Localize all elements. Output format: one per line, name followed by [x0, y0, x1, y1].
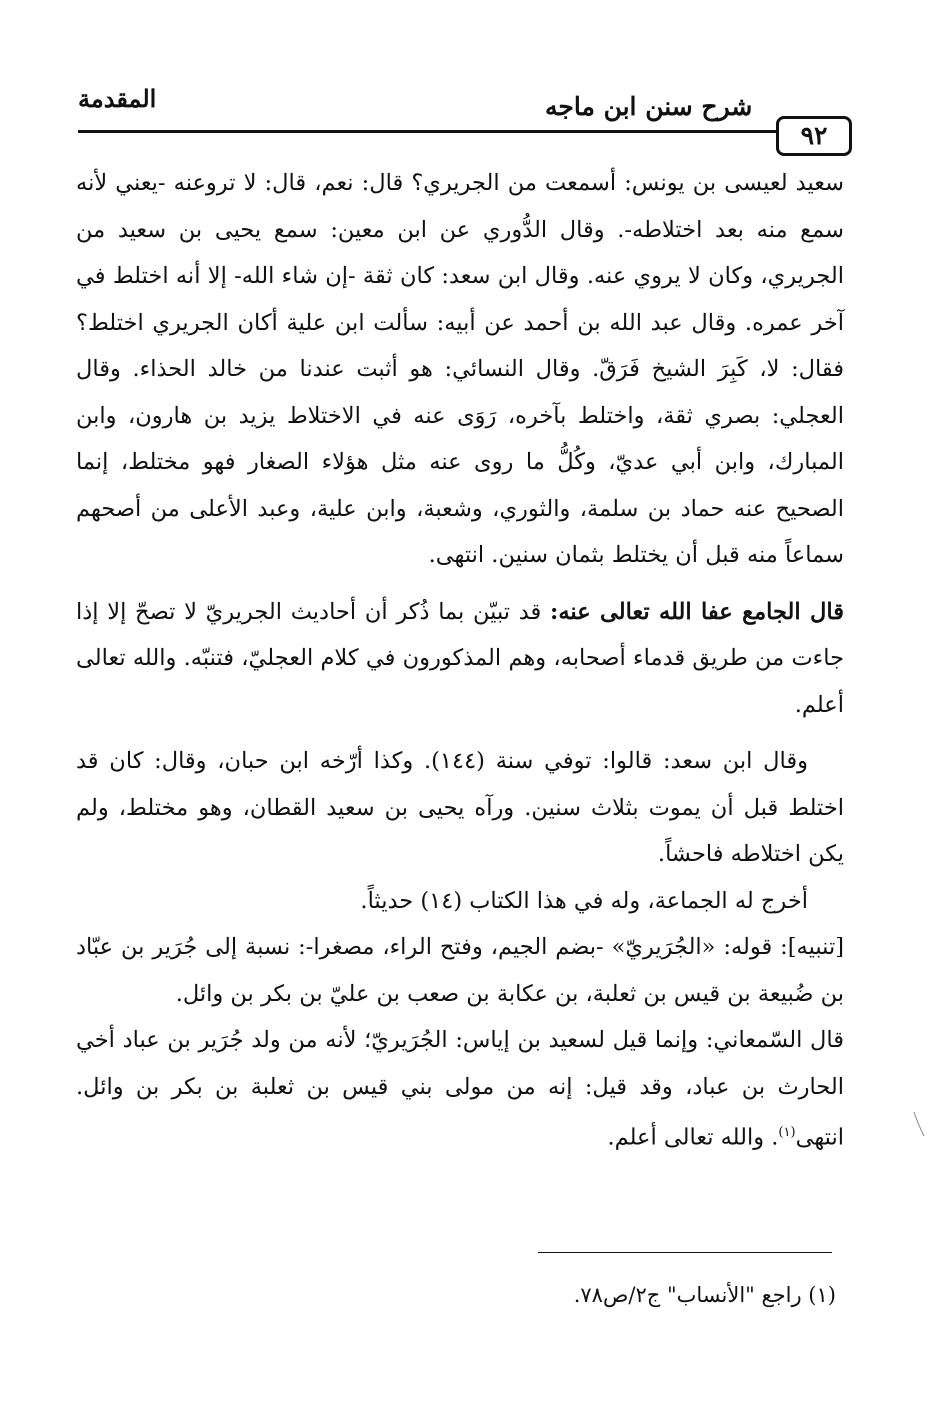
paragraph-ibn-saad: وقال ابن سعد: قالوا: توفي سنة (١٤٤). وكذا أرّخه ابن حبان، وقال: كان قد اختلط قبل أن يموت بثلاث سنين. ورآه يحيى بن سعيد القطان، وهو مختلط، ولم يكن اختلاطه فاحشاً. — [76, 748, 844, 867]
margin-mark-icon — [912, 1110, 926, 1138]
paragraph-samani — [76, 1017, 844, 1161]
paragraph-tanbih: [تنبيه]: قوله: «الجُرَيريّ» -بضم الجيم، وفتح الراء، مصغرا-: نسبة إلى جُرَير بن عبّاد بن ضُبيعة بن قيس بن ثعلبة، بن عكابة بن صعب بن عليّ بن بكر بن وائل. — [76, 934, 844, 1007]
paragraph-jariri-narrators: سعيد لعيسى بن يونس: أسمعت من الجريري؟ قال: نعم، قال: لا تروعنه -يعني لأنه سمع منه بعد اختلاطه-. وقال الدُّوري عن ابن معين: سمع يحيى بن سعيد من الجريري، وكان لا يروي عنه. وقال ابن سعد: كان ثقة -إن شاء الله- إلا أنه اختلط في آخر عمره. وقال عبد الله بن أحمد عن أبيه: سألت ابن علية أكان الجريري اختلط؟ فقال: لا، كَبِرَ الشيخ فَرَقّ. وقال النسائي: هو أثبت عندنا من خالد الحذاء. وقال العجلي: بصري ثقة، واختلط بآخره، رَوَى عنه في الاختلاط يزيد بن هارون، وابن المبارك، وابن أبي عديّ، وكُلُّ ما روى عنه مثل هؤلاء الصغار فهو مختلط، إنما الصحيح عنه حماد بن سلمة، والثوري، وشعبة، وابن علية، وعبد الأعلى من أصحهم سماعاً منه قبل أن يختلط بثمان سنين. انتهى. — [76, 170, 844, 568]
main-text — [76, 160, 844, 1161]
jami-lead: قال الجامع عفا الله تعالى عنه: — [550, 598, 845, 625]
footnote: (١) راجع "الأنساب" ج٢/ص٧٨. — [573, 1283, 836, 1307]
paragraph-jami-comment — [76, 589, 844, 729]
page-number: ٩٢ — [800, 121, 828, 150]
footnote-ref[interactable]: (١) — [778, 1125, 796, 1140]
jami-text: قد تبيّن بما ذُكر أن أحاديث الجريريّ لا تصحّ إلا إذا جاءت من طريق قدماء أصحابه، وهم المذكورون في كلام العجليّ، فتنبّه. والله تعالى أعلم. — [76, 598, 844, 718]
book-title: شرح سنن ابن ماجه — [545, 92, 753, 121]
header-rule — [78, 130, 778, 133]
samani-text: قال السّمعاني: وإنما قيل لسعيد بن إياس: الجُرَيريّ؛ لأنه من ولد جُرَير بن عباد أخي الحارث بن عباد، وقد قيل: إنه من مولى بني قيس بن ثعلبة بن بكر بن وائل. انتهى — [76, 1027, 844, 1151]
page-number-box — [776, 116, 852, 156]
paragraph-takhrij: أخرج له الجماعة، وله في هذا الكتاب (١٤) حديثاً. — [360, 887, 808, 914]
footnote-rule — [538, 1252, 832, 1253]
section-title: المقدمة — [78, 84, 157, 113]
samani-closing: . والله تعالى أعلم. — [607, 1124, 779, 1151]
